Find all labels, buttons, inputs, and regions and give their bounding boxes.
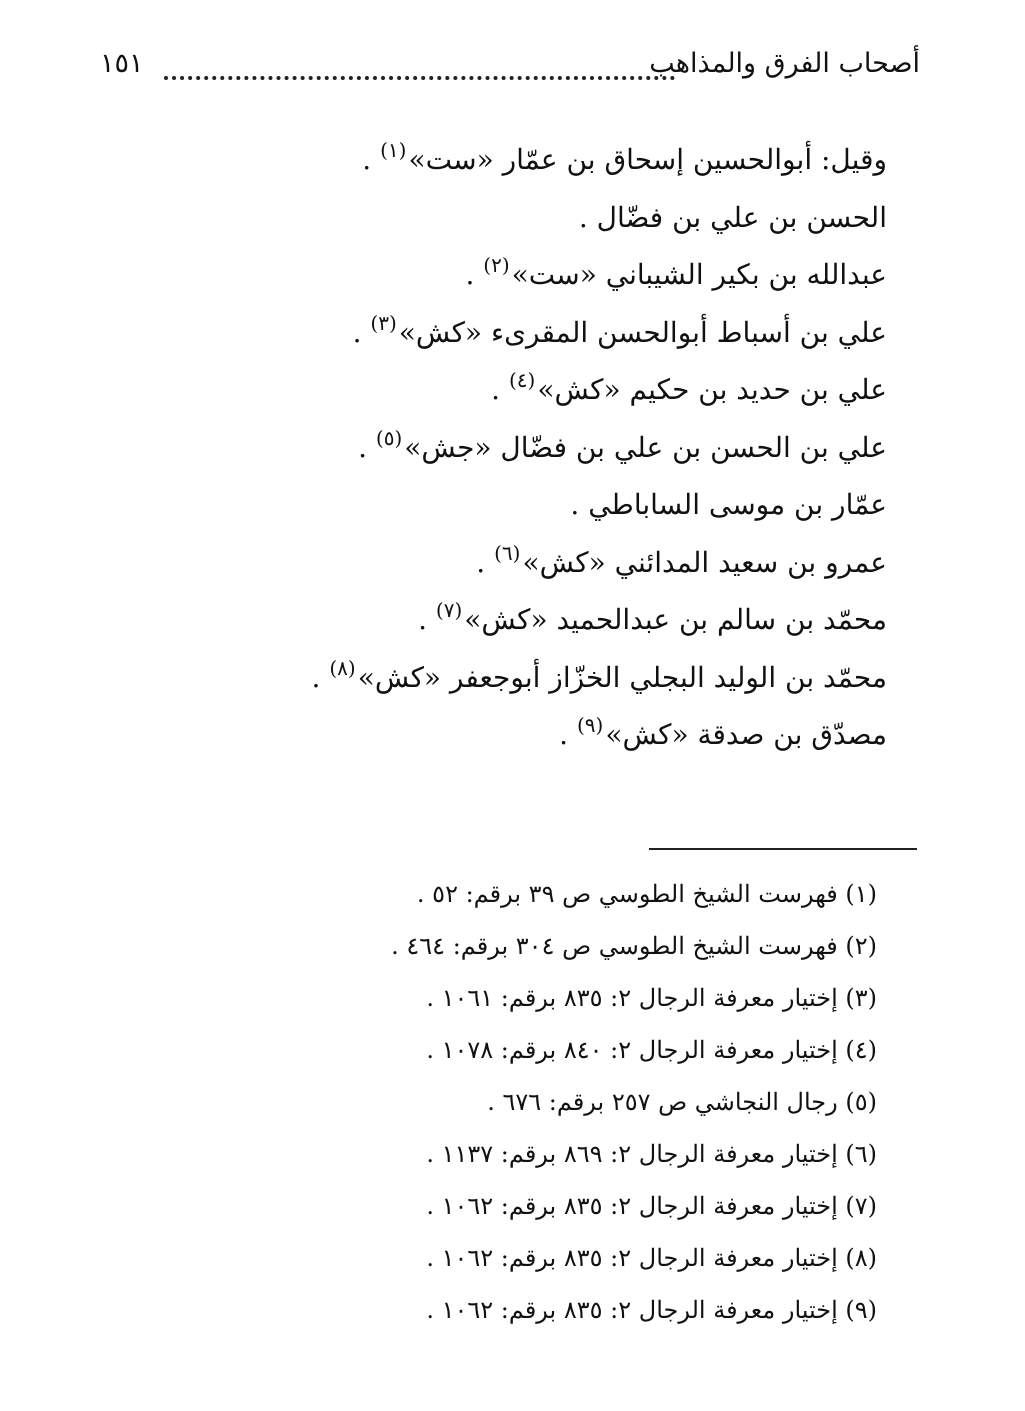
list-item: محمّد بن الوليد البجلي الخزّاز أبوجعفر «كش»$^{(٨)}$ . (311, 655, 887, 694)
footnote-item: (٧) إختيار معرفة الرجال ٢: ٨٣٥ برقم: ١٠٦٢ . (426, 1192, 877, 1220)
list-item: علي بن أسباط أبوالحسن المقرىء «كش»$^{(٣)}$ . (352, 310, 887, 349)
footnote-marker: (٦) (494, 540, 521, 565)
page-number: ١٥١ (100, 48, 144, 79)
footnote-marker: (٩) (576, 713, 604, 737)
footnote-marker: (٥) (375, 425, 403, 450)
footnote-marker: (٢) (483, 253, 510, 277)
narrator-list (287, 122, 887, 755)
footnote-marker: (٣) (370, 310, 397, 335)
footnote-item: (٩) إختيار معرفة الرجال ٢: ٨٣٥ برقم: ١٠٦٢ . (426, 1296, 877, 1324)
footnote-marker: (٤) (508, 368, 536, 392)
footnote-marker: (٨) (329, 655, 356, 680)
list-item: محمّد بن سالم بن عبدالحميد «كش»$^{(٧)}$ . (418, 598, 887, 636)
footnote-item: (٦) إختيار معرفة الرجال ٢: ٨٦٩ برقم: ١١٣٧ . (426, 1140, 877, 1168)
header-dot-leader (164, 66, 675, 80)
list-item: مصدّق بن صدقة «كش»$^{(٩)}$ . (559, 713, 887, 751)
list-item: علي بن حديد بن حكيم «كش»$^{(٤)}$ . (491, 368, 887, 406)
running-header (100, 48, 920, 98)
list-item: عمرو بن سعيد المدائني «كش»$^{(٦)}$ . (476, 540, 887, 579)
footnotes (357, 868, 877, 1336)
footnote-item: (٤) إختيار معرفة الرجال ٢: ٨٤٠ برقم: ١٠٧٨ . (426, 1036, 877, 1064)
footnote-marker: (١) (380, 138, 407, 162)
list-item: عبدالله بن بكير الشيباني «ست»$^{(٢)}$ . (465, 253, 887, 291)
list-item: عمّار بن موسى الساباطي . (570, 488, 887, 521)
list-item: علي بن الحسن بن علي بن فضّال «جش»$^{(٥)}$ . (358, 425, 887, 464)
list-item: وقيل: أبوالحسين إسحاق بن عمّار «ست»$^{(١)}$ . (362, 138, 887, 176)
footnote-divider (649, 848, 917, 850)
footnote-item: (٨) إختيار معرفة الرجال ٢: ٨٣٥ برقم: ١٠٦٢ . (426, 1244, 877, 1272)
footnote-item: (٥) رجال النجاشي ص ٢٥٧ برقم: ٦٧٦ . (487, 1088, 877, 1116)
list-item: الحسن بن علي بن فضّال . (578, 200, 887, 234)
footnote-marker: (٧) (435, 598, 463, 622)
footnote-item: (٣) إختيار معرفة الرجال ٢: ٨٣٥ برقم: ١٠٦١ . (426, 984, 877, 1012)
footnote-item: (٢) فهرست الشيخ الطوسي ص ٣٠٤ برقم: ٤٦٤ . (391, 932, 877, 960)
running-header-title: أصحاب الفرق والمذاهب (649, 48, 920, 79)
footnote-item: (١) فهرست الشيخ الطوسي ص ٣٩ برقم: ٥٢ . (416, 880, 877, 908)
